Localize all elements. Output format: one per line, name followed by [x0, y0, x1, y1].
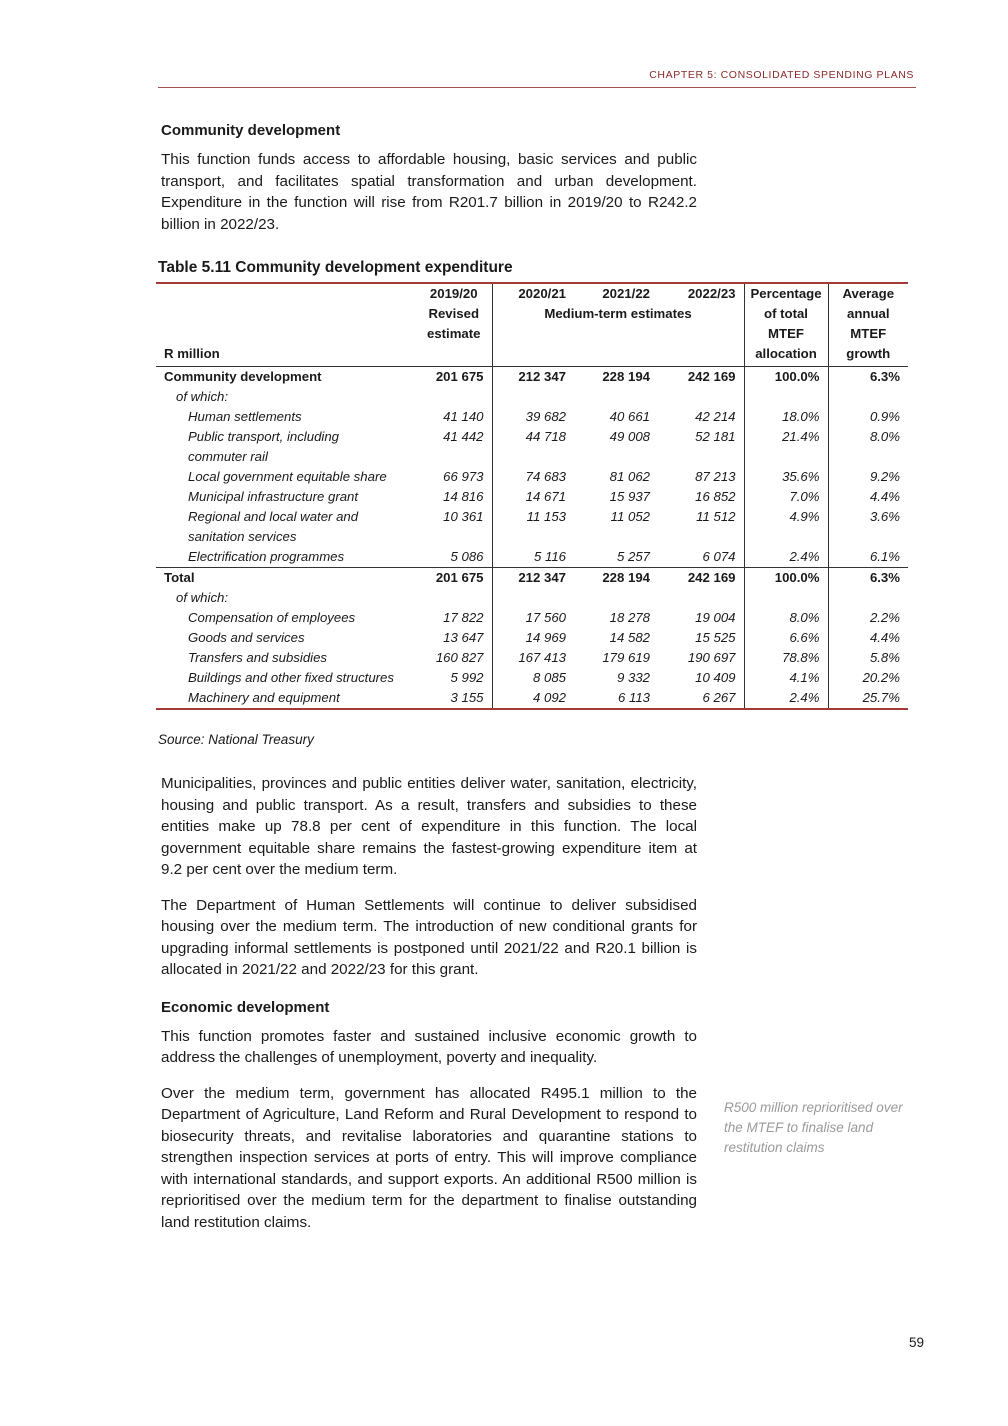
header-pct-2: of total	[744, 304, 828, 324]
table-row: Transfers and subsidies 160 827 167 413 179 619 190 697 78.8% 5.8%	[156, 648, 908, 668]
table-body	[156, 367, 908, 710]
table-row: Electrification programmes 5 086 5 116 5 257 6 074 2.4% 6.1%	[156, 547, 908, 568]
human-settlements-paragraph: The Department of Human Settlements will continue to deliver subsidised housing over the medium term. The introduction of new conditional grants for upgrading informal settlements is postponed until 2021/22 and R20.1 billion is allocated in 2021/22 and 2022/23 for this grant.	[161, 896, 697, 978]
table-row: Community development 201 675 212 347 228 194 242 169 100.0% 6.3%	[156, 367, 908, 388]
table-source: Source: National Treasury	[158, 732, 314, 747]
table-row: Local government equitable share 66 973 74 683 81 062 87 213 35.6% 9.2%	[156, 467, 908, 487]
header-2019: 2019/20	[429, 286, 478, 301]
header-pct-4: allocation	[744, 344, 828, 367]
community-heading: Community development	[161, 122, 341, 139]
table-row: Regional and local water and 10 361 11 153 11 052 11 512 4.9% 3.6%	[156, 507, 908, 527]
header-pct: Percentage	[744, 284, 828, 304]
table-row: Machinery and equipment 3 155 4 092 6 113 6 267 2.4% 25.7%	[156, 688, 908, 709]
header-r-million: R million	[164, 346, 220, 361]
header-avg-2: annual	[828, 304, 908, 324]
expenditure-table	[156, 282, 908, 710]
table-row: Compensation of employees 17 822 17 560 18 278 19 004 8.0% 2.2%	[156, 608, 908, 628]
community-section	[161, 122, 697, 235]
table-row: sanitation services	[156, 527, 908, 547]
table-row: commuter rail	[156, 447, 908, 467]
table-row: Goods and services 13 647 14 969 14 582 15 525 6.6% 4.4%	[156, 628, 908, 648]
municipalities-paragraph: Municipalities, provinces and public entities deliver water, sanitation, electricity, housing and public transport. As a result, transfers and subsidies to these entities make up 78.8 per cent of expenditure in this function. The local government equitable share remains the fastest-growing expenditure item at 9.2 per cent over the medium term.	[161, 775, 697, 878]
header-estimate: estimate	[426, 326, 481, 341]
table-row-total: Total 201 675 212 347 228 194 242 169 100.0% 6.3%	[156, 568, 908, 589]
table-row: of which:	[156, 588, 908, 608]
table-row: Municipal infrastructure grant 14 816 14 671 15 937 16 852 7.0% 4.4%	[156, 487, 908, 507]
community-paragraph: This function funds access to affordable housing, basic services and public transport, and facilitates spatial transformation and urban development. Expenditure in the function will rise from R201.7 billion in 2019/20 to R242.2 billion in 2022/23.	[161, 151, 697, 233]
header-2020: 2020/21	[492, 284, 574, 304]
header-revised: Revised	[428, 306, 480, 321]
header-2022: 2022/23	[687, 286, 736, 301]
medium-term-paragraph: Over the medium term, government has allocated R495.1 million to the Department of Agriculture, Land Reform and Rural Development to respond to biosecurity threats, and revitalise laboratories and quarantine stations to strengthen inspection services at ports of entry. This will improve compliance with international standards, and support exports. An additional R500 million is reprioritised over the medium term for the department to finalise outstanding land restitution claims.	[161, 1084, 697, 1231]
table-row: Public transport, including 41 442 44 718 49 008 52 181 21.4% 8.0%	[156, 427, 908, 447]
header-medium-term: Medium-term estimates	[492, 304, 744, 324]
table-title: Table 5.11 Community development expenditure	[158, 259, 513, 276]
table-row: of which:	[156, 387, 908, 407]
header-divider	[158, 87, 916, 88]
header-avg-3: MTEF	[828, 324, 908, 344]
economic-heading: Economic development	[161, 998, 330, 1016]
analysis-section	[161, 773, 697, 1233]
table-row: Buildings and other fixed structures 5 992 8 085 9 332 10 409 4.1% 20.2%	[156, 668, 908, 688]
chapter-header: CHAPTER 5: CONSOLIDATED SPENDING PLANS	[649, 69, 914, 81]
header-pct-3: MTEF	[744, 324, 828, 344]
margin-note: R500 million reprioritised over the MTEF to finalise land restitution claims	[724, 1100, 903, 1155]
table-header	[156, 284, 908, 367]
page-number: 59	[908, 1335, 924, 1350]
header-avg-4: growth	[828, 344, 908, 367]
header-2021: 2021/22	[602, 286, 650, 301]
table-row: Human settlements 41 140 39 682 40 661 42 214 18.0% 0.9%	[156, 407, 908, 427]
economic-paragraph: This function promotes faster and sustained inclusive economic growth to address the challenges of unemployment, poverty and inequality.	[161, 1027, 697, 1066]
header-avg: Average	[828, 284, 908, 304]
